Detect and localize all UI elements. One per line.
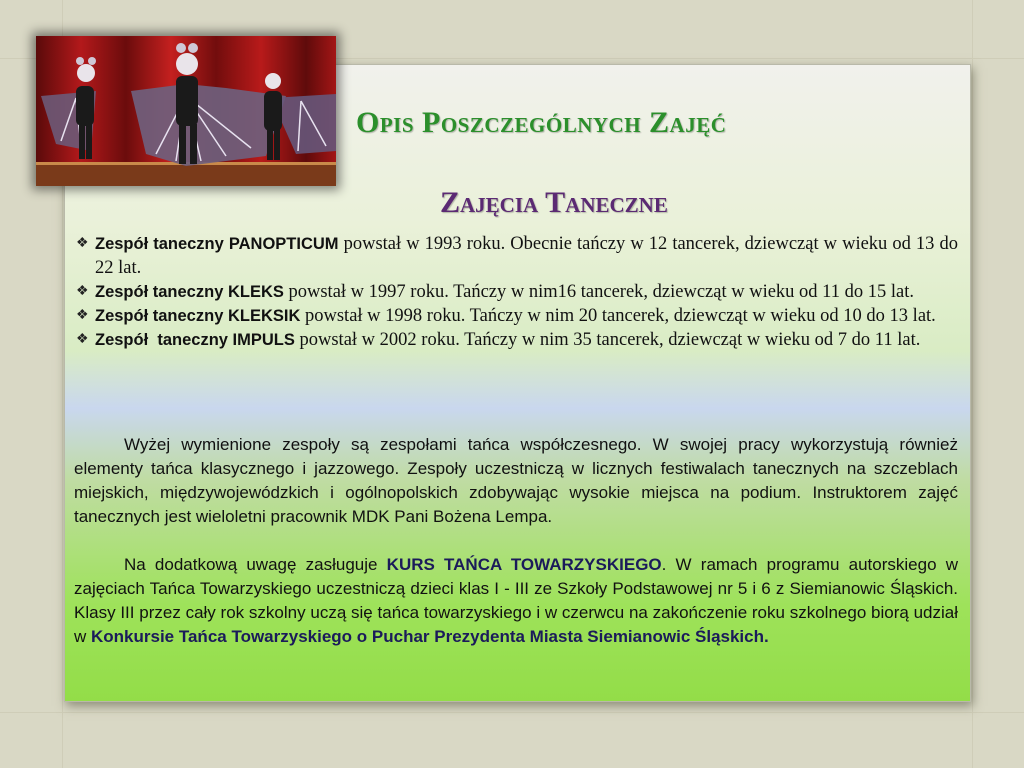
group-description: powstał w 1997 roku. Tańczy w nim16 tancerek, dziewcząt w wieku od 11 do 15 lat. (283, 282, 914, 302)
course-highlight: KURS TAŃCA TOWARZYSKIEGO (386, 555, 662, 574)
dance-photo (36, 36, 336, 186)
diamond-bullet-icon: ❖ (76, 284, 89, 299)
group-name: Zespół taneczny KLEKS (95, 283, 284, 301)
group-name: Zespół taneczny PANOPTICUM (95, 235, 339, 253)
section-subtitle: Zajęcia Taneczne (440, 186, 668, 219)
ballroom-paragraph (74, 553, 958, 649)
group-name: Zespół taneczny KLEKSIK (95, 307, 301, 325)
list-item (76, 304, 958, 328)
page-title: Opis Poszczególnych Zajęć (356, 106, 727, 139)
list-item (76, 280, 958, 304)
list-item (76, 328, 958, 352)
contest-name: Konkursie Tańca Towarzyskiego o Puchar Prezydenta Miasta Siemianowic Śląskich. (91, 627, 769, 646)
diamond-bullet-icon: ❖ (76, 308, 89, 323)
diamond-bullet-icon: ❖ (76, 236, 89, 251)
list-item (76, 232, 958, 280)
description-paragraph: Wyżej wymienione zespoły są zespołami tańca współczesnego. W swojej pracy wykorzystują również elementy tańca klasycznego i jazzowego. Zespoły uczestniczą w licznych festiwalach tanecznych na szczeblach miejskich, międzywojewódzkich i ogólnopolskich zdobywając wysokie miejsca na podium. Instruktorem zajęć tanecznych jest wieloletni pracownik MDK Pani Bożena Lempa. (74, 435, 958, 526)
diamond-bullet-icon: ❖ (76, 332, 89, 347)
background-grid-line (972, 0, 973, 768)
group-description: powstał w 2002 roku. Tańczy w nim 35 tancerek, dziewcząt w wieku od 7 do 11 lat. (294, 330, 921, 350)
paragraph-intro: Na dodatkową uwagę zasługuje (124, 555, 387, 574)
group-description: powstał w 1993 roku. Obecnie tańczy w 12 tancerek, dziewcząt w wieku od 13 do 22 lat. (95, 234, 958, 278)
dance-groups-list (76, 232, 958, 352)
paragraph-body: . W ramach programu autorskiego w zajęciach Tańca Towarzyskiego uczestniczą dzieci klas I - III ze Szkoły Podstawowej nr 5 i 6 z Siemianowic Śląskich. Klasy III przez cały rok szkolny uczą się tańca towarzyskiego i w czerwcu na zakończenie roku szkolnego biorą udział w (74, 555, 958, 646)
group-description: powstał w 1998 roku. Tańczy w nim 20 tancerek, dziewcząt w wieku od 10 do 13 lat. (300, 306, 936, 326)
background-grid-line (0, 712, 1024, 713)
group-name: Zespół taneczny IMPULS (95, 331, 295, 349)
